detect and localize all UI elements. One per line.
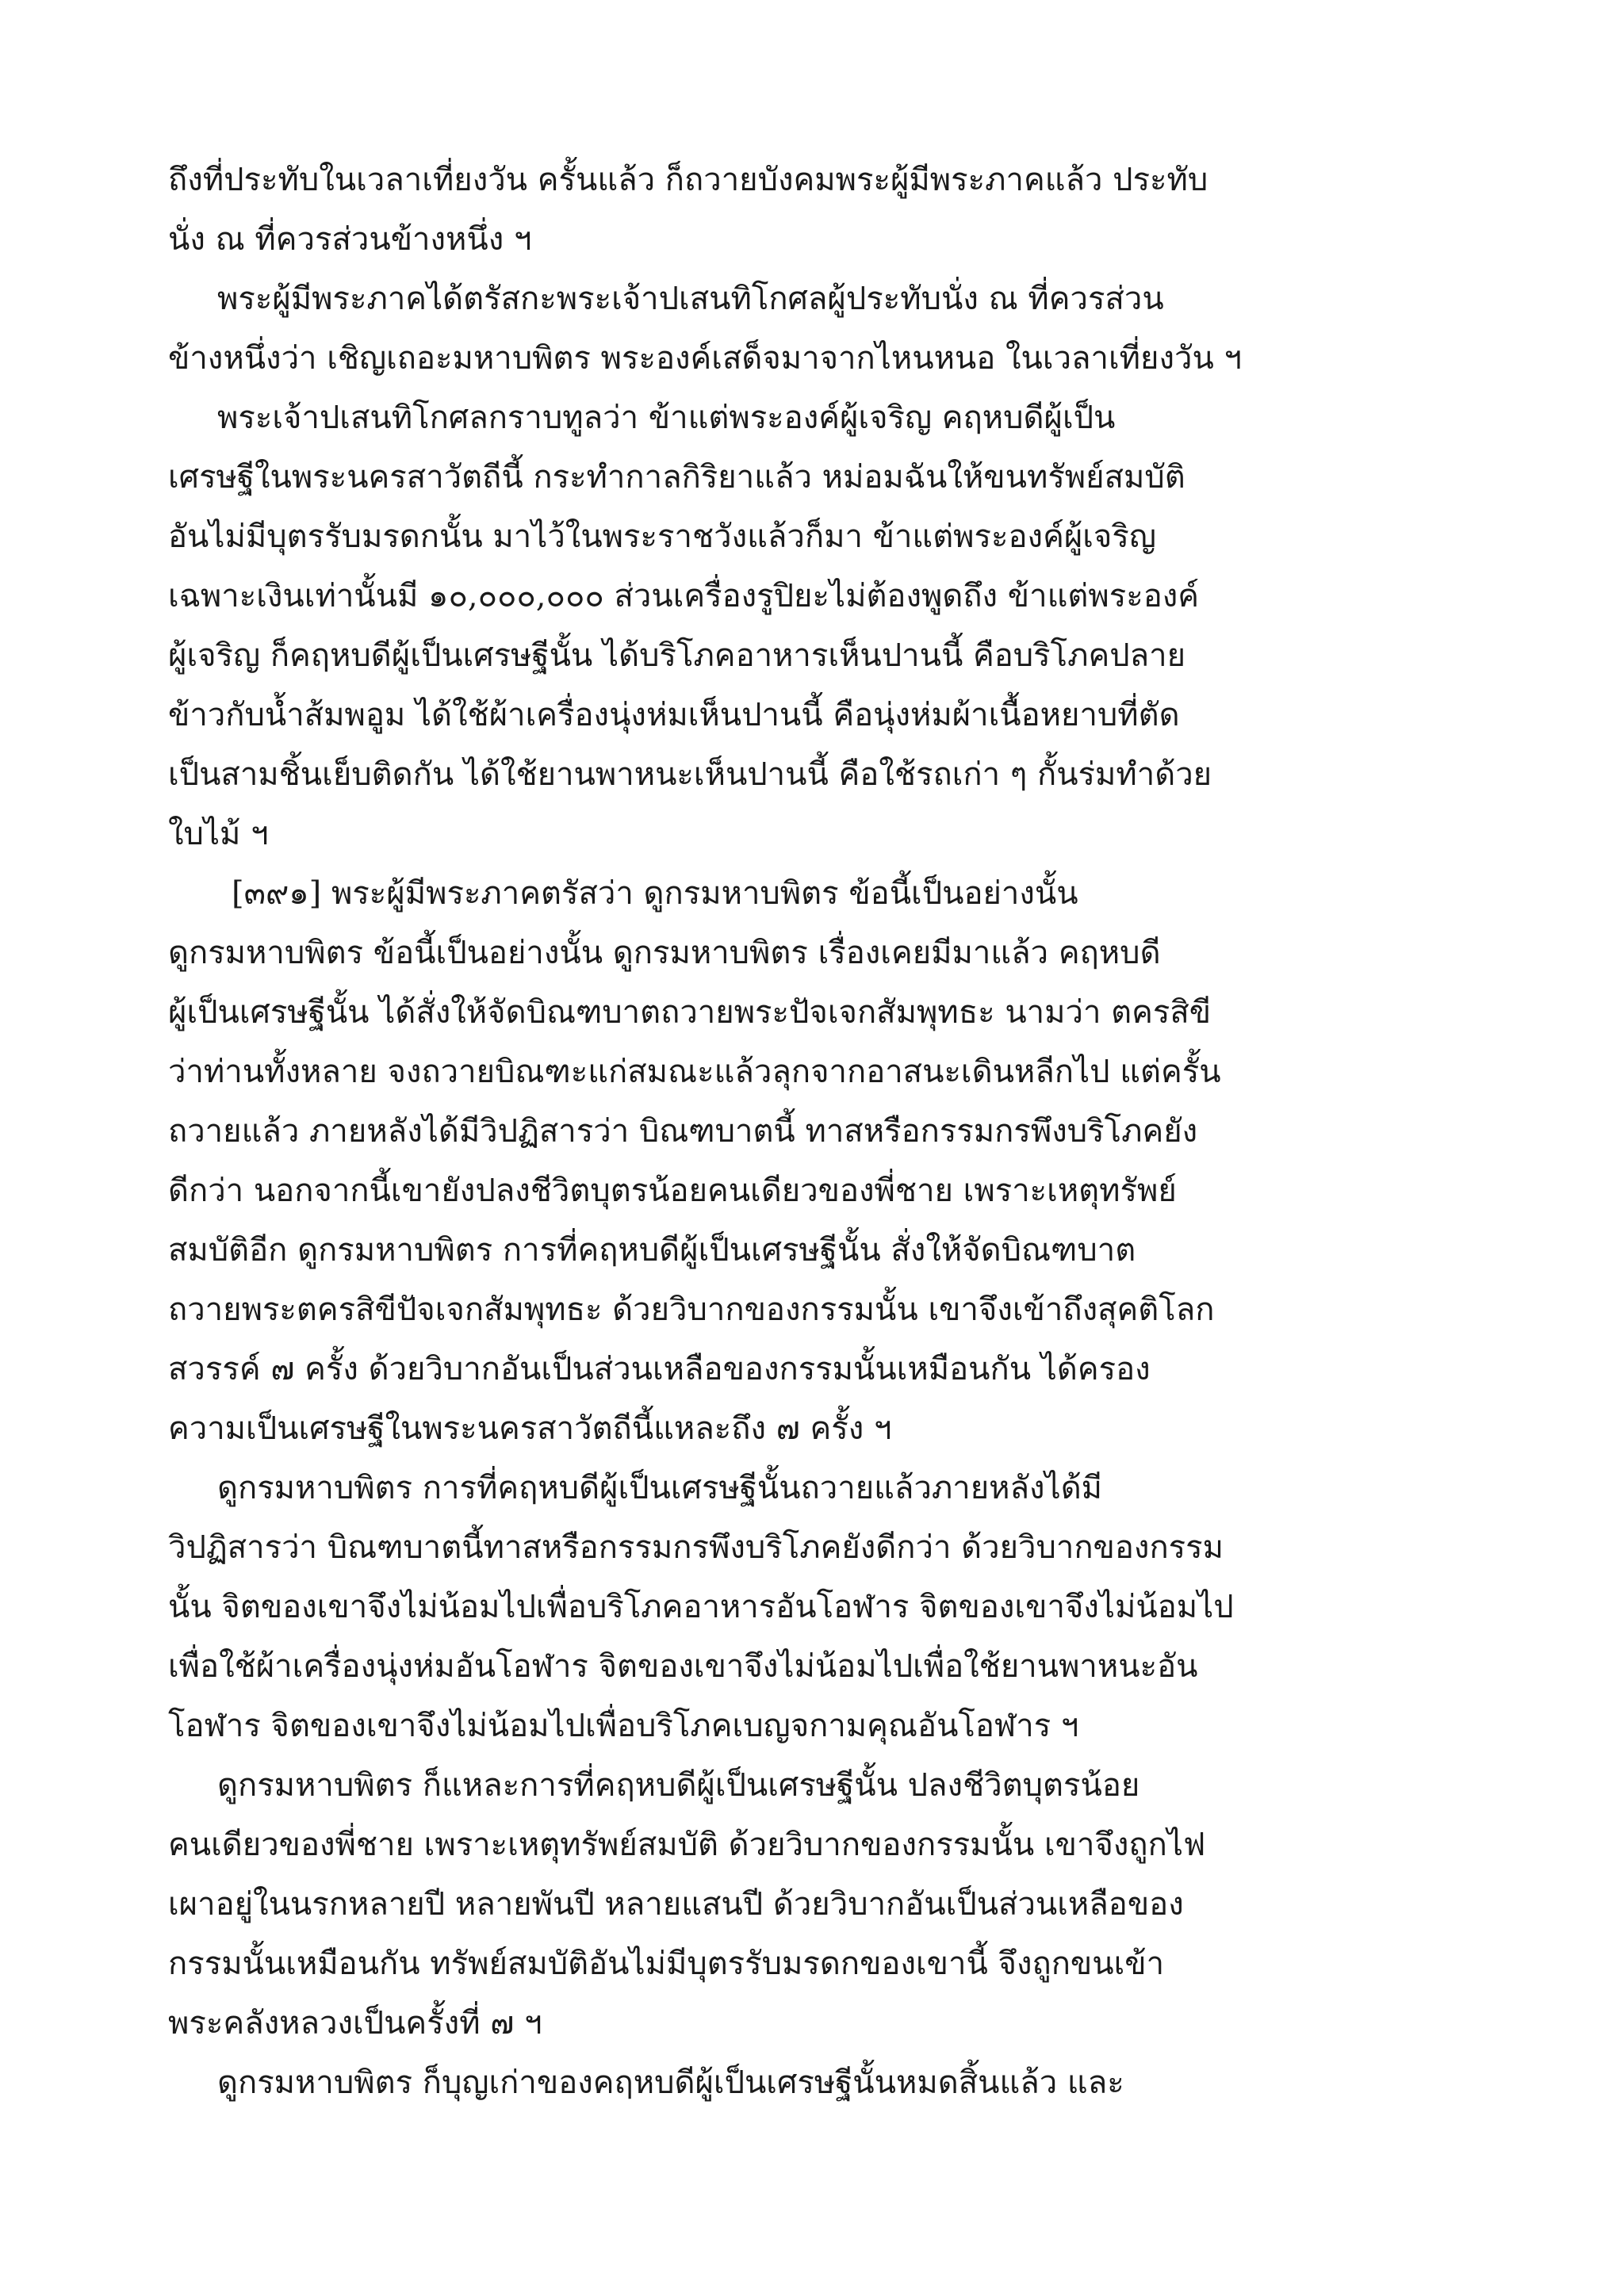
section-number-line: [๓๙๑] พระผู้มีพระภาคตรัสว่า ดูกรมหาบพิตร ข้อนี้เป็นอย่างนั้น	[232, 875, 1078, 912]
text-line: ข้างหนึ่งว่า เชิญเถอะมหาบพิตร พระองค์เสด็จมาจากไหนหนอ ในเวลาเที่ยงวัน ฯ	[168, 340, 1242, 377]
text-line: สมบัติอีก ดูกรมหาบพิตร การที่คฤหบดีผู้เป็นเศรษฐีนั้น สั่งให้จัดบิณฑบาต	[168, 1232, 1136, 1269]
text-line: ถึงที่ประทับในเวลาเที่ยงวัน ครั้นแล้ว ก็ถวายบังคมพระผู้มีพระภาคแล้ว ประทับ	[168, 162, 1208, 198]
text-line: ความเป็นเศรษฐีในพระนครสาวัตถีนี้แหละถึง ๗ ครั้ง ฯ	[168, 1410, 892, 1447]
text-line: เป็นสามชิ้นเย็บติดกัน ได้ใช้ยานพาหนะเห็นปานนี้ คือใช้รถเก่า ๆ กั้นร่มทำด้วย	[168, 756, 1212, 793]
text-line: ใบไม้ ฯ	[168, 816, 269, 852]
text-line: พระเจ้าปเสนทิโกศลกราบทูลว่า ข้าแต่พระองค์ผู้เจริญ คฤหบดีผู้เป็น	[217, 400, 1116, 436]
text-line: กรรมนั้นเหมือนกัน ทรัพย์สมบัติอันไม่มีบุตรรับมรดกของเขานี้ จึงถูกขนเข้า	[168, 1946, 1165, 1982]
text-line: เฉพาะเงินเท่านั้นมี ๑๐,๐๐๐,๐๐๐ ส่วนเครื่องรูปิยะไม่ต้องพูดถึง ข้าแต่พระองค์	[168, 578, 1199, 614]
text-line: คนเดียวของพี่ชาย เพราะเหตุทรัพย์สมบัติ ด้วยวิบากของกรรมนั้น เขาจึงถูกไฟ	[168, 1827, 1206, 1863]
text-line: ว่าท่านทั้งหลาย จงถวายบิณฑะแก่สมณะแล้วลุกจากอาสนะเดินหลีกไป แต่ครั้น	[168, 1054, 1221, 1090]
text-line: พระผู้มีพระภาคได้ตรัสกะพระเจ้าปเสนทิโกศลผู้ประทับนั่ง ณ ที่ควรส่วน	[217, 281, 1164, 317]
text-line: ถวายพระตครสิขีปัจเจกสัมพุทธะ ด้วยวิบากของกรรมนั้น เขาจึงเข้าถึงสุคติโลก	[168, 1292, 1215, 1328]
text-line: สวรรค์ ๗ ครั้ง ด้วยวิบากอันเป็นส่วนเหลือของกรรมนั้นเหมือนกัน ได้ครอง	[168, 1351, 1151, 1387]
text-line: ดูกรมหาบพิตร ก็แหละการที่คฤหบดีผู้เป็นเศรษฐีนั้น ปลงชีวิตบุตรน้อย	[217, 1767, 1140, 1804]
text-line: เพื่อใช้ผ้าเครื่องนุ่งห่มอันโอฬาร จิตของเขาจึงไม่น้อมไปเพื่อใช้ยานพาหนะอัน	[168, 1648, 1198, 1685]
text-line: ดูกรมหาบพิตร ก็บุญเก่าของคฤหบดีผู้เป็นเศรษฐีนั้นหมดสิ้นแล้ว และ	[217, 2064, 1124, 2101]
text-line: ผู้เจริญ ก็คฤหบดีผู้เป็นเศรษฐีนั้น ได้บริโภคอาหารเห็นปานนี้ คือบริโภคปลาย	[168, 637, 1186, 674]
text-line: ดูกรมหาบพิตร ข้อนี้เป็นอย่างนั้น ดูกรมหาบพิตร เรื่องเคยมีมาแล้ว คฤหบดี	[168, 935, 1161, 971]
text-line: ดีกว่า นอกจากนี้เขายังปลงชีวิตบุตรน้อยคนเดียวของพี่ชาย เพราะเหตุทรัพย์	[168, 1173, 1177, 1209]
text-line: นั้น จิตของเขาจึงไม่น้อมไปเพื่อบริโภคอาหารอันโอฬาร จิตของเขาจึงไม่น้อมไป	[168, 1589, 1234, 1625]
text-line: ดูกรมหาบพิตร การที่คฤหบดีผู้เป็นเศรษฐีนั้นถวายแล้วภายหลังได้มี	[217, 1470, 1103, 1506]
text-line: ข้าวกับน้ำส้มพอูม ได้ใช้ผ้าเครื่องนุ่งห่มเห็นปานนี้ คือนุ่งห่มผ้าเนื้อหยาบที่ตัด	[168, 697, 1180, 733]
text-line: เศรษฐีในพระนครสาวัตถีนี้ กระทำกาลกิริยาแล้ว หม่อมฉันให้ขนทรัพย์สมบัติ	[168, 459, 1185, 496]
text-line: เผาอยู่ในนรกหลายปี หลายพันปี หลายแสนปี ด้วยวิบากอันเป็นส่วนเหลือของ	[168, 1886, 1184, 1923]
text-line: ถวายแล้ว ภายหลังได้มีวิปฏิสารว่า บิณฑบาตนี้ ทาสหรือกรรมกรพึงบริโภคยัง	[168, 1113, 1198, 1150]
text-line: อันไม่มีบุตรรับมรดกนั้น มาไว้ในพระราชวังแล้วก็มา ข้าแต่พระองค์ผู้เจริญ	[168, 519, 1156, 555]
text-line: พระคลังหลวงเป็นครั้งที่ ๗ ฯ	[168, 2005, 542, 2042]
body-text	[168, 151, 1405, 2113]
text-line: วิปฏิสารว่า บิณฑบาตนี้ทาสหรือกรรมกรพึงบริโภคยังดีกว่า ด้วยวิบากของกรรม	[168, 1529, 1224, 1566]
text-line: โอฬาร จิตของเขาจึงไม่น้อมไปเพื่อบริโภคเบญจกามคุณอันโอฬาร ฯ	[168, 1708, 1079, 1744]
text-line: นั่ง ณ ที่ควรส่วนข้างหนึ่ง ฯ	[168, 221, 532, 258]
text-line: ผู้เป็นเศรษฐีนั้น ได้สั่งให้จัดบิณฑบาตถวายพระปัจเจกสัมพุทธะ นามว่า ตครสิขี	[168, 994, 1212, 1031]
